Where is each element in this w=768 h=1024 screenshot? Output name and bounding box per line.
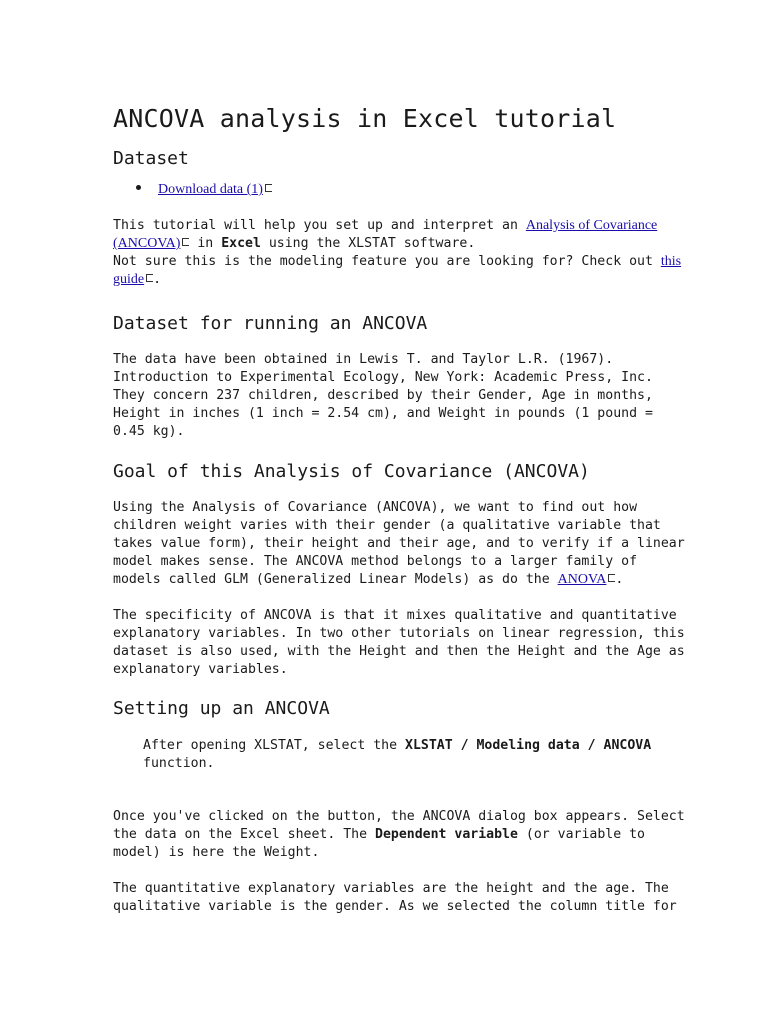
ancova-link-continued[interactable]: (ANCOVA)	[113, 236, 181, 251]
intro-text: in	[189, 236, 222, 251]
text-line: children weight varies with their gender (a qualitative variable that	[113, 518, 661, 533]
dataset-heading: Dataset	[113, 148, 189, 169]
text-line: Height in inches (1 inch = 2.54 cm), and Weight in pounds (1 pound =	[113, 406, 653, 421]
text-line: models called GLM (Generalized Linear Models) as do the	[113, 572, 558, 587]
intro-paragraph	[113, 217, 682, 289]
text-line: dataset is also used, with the Height and then the Height and the Age as	[113, 644, 685, 659]
text-line: Using the Analysis of Covariance (ANCOVA), we want to find out how	[113, 500, 638, 515]
text-line: (or variable to	[517, 827, 645, 842]
intro-text: Not sure this is the modeling feature you are looking for? Check out	[113, 254, 661, 269]
this-guide-link-continued[interactable]: guide	[113, 272, 145, 287]
text-line: They concern 237 children, described by their Gender, Age in months,	[113, 388, 653, 403]
text-line: Once you've clicked on the button, the ANCOVA dialog box appears. Select	[113, 809, 685, 824]
specificity-paragraph	[113, 607, 685, 679]
page-title: ANCOVA analysis in Excel tutorial	[113, 104, 617, 133]
section-heading-goal: Goal of this Analysis of Covariance (ANCOVA)	[113, 461, 590, 482]
text-line: model) is here the Weight.	[113, 845, 320, 860]
section-heading-dataset: Dataset for running an ANCOVA	[113, 313, 428, 334]
intro-text: .	[153, 272, 162, 287]
download-data-link[interactable]: Download data (1)	[158, 182, 263, 197]
text-line: qualitative variable is the gender. As we selected the column title for	[113, 899, 677, 914]
excel-bold: Excel	[221, 236, 261, 251]
text-line: The specificity of ANCOVA is that it mixes qualitative and quantitative	[113, 608, 677, 623]
text-line: takes value form), their height and their age, and to verify if a linear	[113, 536, 685, 551]
bullet-icon	[136, 185, 141, 190]
text-line: 0.45 kg).	[113, 424, 185, 439]
dataset-paragraph	[113, 351, 658, 441]
goal-paragraph	[113, 499, 685, 589]
text-line: .	[615, 572, 624, 587]
ancova-link[interactable]: Analysis of Covariance	[525, 218, 658, 233]
external-link-icon	[265, 184, 272, 192]
text-line: model makes sense. The ANCOVA method belongs to a larger family of	[113, 554, 638, 569]
dialog-paragraph	[113, 808, 685, 862]
text-line: The quantitative explanatory variables are the height and the age. The	[113, 881, 669, 896]
text-line: explanatory variables. In two other tutorials on linear regression, this	[113, 626, 685, 641]
menu-path-bold: XLSTAT / Modeling data / ANCOVA	[405, 738, 652, 753]
intro-text: using the XLSTAT software.	[260, 236, 476, 251]
text-line: the data on the Excel sheet. The	[113, 827, 376, 842]
variables-paragraph	[113, 880, 677, 916]
anova-link[interactable]: ANOVA	[557, 572, 607, 587]
dependent-variable-bold: Dependent variable	[375, 827, 518, 842]
text-line: function.	[143, 756, 215, 771]
intro-text: This tutorial will help you set up and interpret an	[113, 218, 526, 233]
text-line: The data have been obtained in Lewis T. and Taylor L.R. (1967).	[113, 352, 614, 367]
section-heading-setup: Setting up an ANCOVA	[113, 698, 330, 719]
setup-step	[143, 737, 658, 773]
download-list	[136, 178, 272, 198]
text-line: Introduction to Experimental Ecology, New York: Academic Press, Inc.	[113, 370, 653, 385]
text-line: After opening XLSTAT, select the	[143, 738, 406, 753]
this-guide-link[interactable]: this	[660, 254, 682, 269]
text-line: explanatory variables.	[113, 662, 288, 677]
